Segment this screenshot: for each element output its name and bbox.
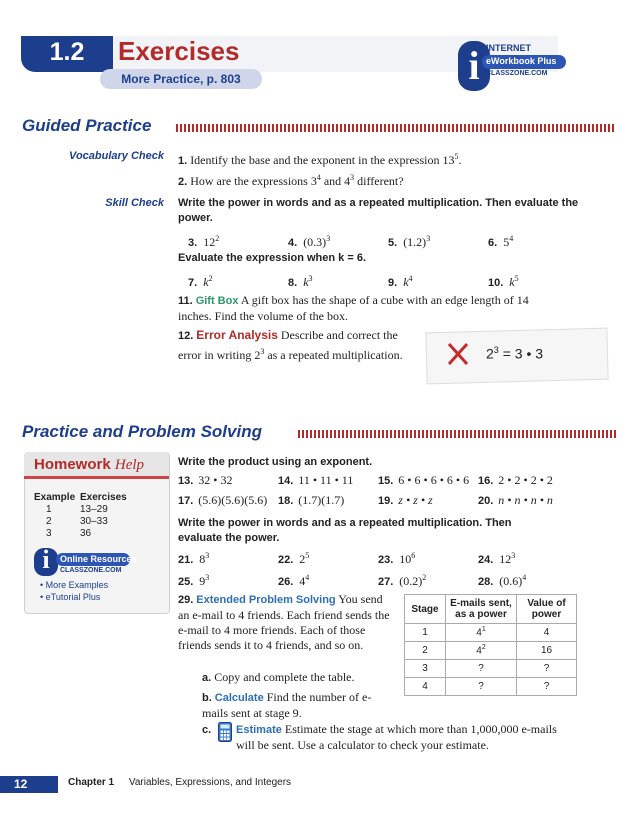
exercise-item <box>378 473 469 489</box>
example-number: 2 <box>46 516 52 527</box>
table-row <box>405 624 577 642</box>
value-cell: 4 <box>517 624 577 642</box>
column-header: Stage <box>405 595 446 624</box>
power-base: ? <box>478 663 484 674</box>
power-base: 12 <box>203 235 216 249</box>
exercise-range: 36 <box>80 528 92 539</box>
power-base: k <box>303 275 309 289</box>
example-number: 3 <box>46 528 52 539</box>
exponent: 6 <box>411 551 416 560</box>
power-base: (0.3) <box>303 235 327 249</box>
exponent: 4 <box>408 274 413 283</box>
online-resources-link[interactable]: Online Resources <box>60 554 137 564</box>
exponent: 3 <box>493 345 499 355</box>
exercise-item <box>188 231 219 251</box>
more-practice-link[interactable]: More Practice, p. 803 <box>121 72 241 86</box>
chapter-title: Variables, Expressions, and Integers <box>128 777 292 788</box>
exercise-item <box>378 493 433 509</box>
homework-help-title-b: Help <box>114 457 145 473</box>
exercise-item <box>488 271 519 291</box>
question-11 <box>178 293 558 324</box>
power-base: 4 <box>476 645 482 657</box>
question-1 <box>178 149 598 169</box>
part-c-label-wrap <box>202 722 214 738</box>
question-2 <box>178 170 598 190</box>
page-title: Exercises <box>118 36 240 66</box>
power-base: 9 <box>199 574 206 588</box>
question-number: 6. <box>488 237 498 249</box>
exponent: 2 <box>422 573 427 582</box>
power-base: 4 <box>476 627 482 639</box>
question-number: 21. <box>178 554 194 566</box>
email-stage-table <box>404 594 577 696</box>
power-base: 5 <box>503 235 510 249</box>
question-text: . <box>458 153 462 167</box>
exercise-row-13-16 <box>178 473 608 489</box>
page-number: 12 <box>14 777 28 791</box>
question-text: Describe and correct the error in writing 2 <box>178 328 398 362</box>
exercise-item <box>278 570 309 590</box>
exponent: 3 <box>326 234 331 243</box>
exercise-row-3-6 <box>188 231 608 247</box>
chapter-label: Chapter 1 <box>68 777 115 788</box>
guided-practice-heading: Guided Practice <box>22 116 152 135</box>
exponent: 4 <box>522 573 527 582</box>
question-number: 24. <box>478 554 494 566</box>
question-number: 12. <box>178 330 194 342</box>
value-cell: ? <box>517 678 577 696</box>
exercise-item <box>178 548 209 568</box>
question-number: 18. <box>278 495 294 507</box>
practice-heading: Practice and Problem Solving <box>22 422 262 441</box>
calculator-icon <box>218 722 232 742</box>
power-base: 2 <box>299 552 306 566</box>
homework-help-row <box>34 528 154 540</box>
stage-cell: 3 <box>405 660 446 678</box>
exercise-item <box>278 493 344 509</box>
part-text: Copy and complete the table. <box>214 670 355 684</box>
exponent: 5 <box>305 551 310 560</box>
question-number: 11. <box>178 295 193 307</box>
exercise-row-21-24 <box>178 548 608 564</box>
error-analysis-keyword: Error Analysis <box>196 328 278 342</box>
power-base: k <box>203 275 209 289</box>
power-base: (0.6) <box>499 574 523 588</box>
exercise-item <box>478 570 526 590</box>
question-text: and 4 <box>320 174 351 188</box>
exercise-item <box>178 473 233 489</box>
question-number: 28. <box>478 576 494 588</box>
exponent: 2 <box>208 274 213 283</box>
exercise-row-25-28 <box>178 570 608 586</box>
question-number: 25. <box>178 576 194 588</box>
expression: 2 • 2 • 2 • 2 <box>498 473 553 487</box>
exponent: 5 <box>514 274 519 283</box>
exponent: 3 <box>511 551 516 560</box>
exercise-item <box>188 271 213 291</box>
value-cell: ? <box>517 660 577 678</box>
part-label: a. <box>202 672 212 684</box>
exercise-item <box>278 548 309 568</box>
product-instruction: Write the product using an exponent. <box>178 456 373 468</box>
power-base: 8 <box>199 552 206 566</box>
question-text: Identify the base and the exponent in the expression 13 <box>190 153 455 167</box>
info-i-glyph: i <box>42 545 50 574</box>
part-text: Estimate the stage at which more than 1,000,000 e-mails will be sent. Use a calculator to check your estimate. <box>236 722 557 752</box>
vocabulary-check-label: Vocabulary Check <box>69 150 164 162</box>
power-base: ? <box>478 681 484 692</box>
part-label: c. <box>202 724 212 736</box>
x-mark-icon <box>446 341 470 367</box>
chapter-footer <box>68 777 291 788</box>
power-cell <box>446 678 517 696</box>
section-number: 1.2 <box>49 38 85 66</box>
exercise-range: 30–33 <box>80 516 108 527</box>
exercise-item <box>278 473 353 489</box>
question-number: 4. <box>288 237 298 249</box>
question-text: How are the expressions 3 <box>190 174 317 188</box>
exercise-item <box>488 231 513 251</box>
exponent: 5 <box>454 152 459 161</box>
exponent: 4 <box>509 234 514 243</box>
question-number: 1. <box>178 155 188 167</box>
exercise-item <box>288 271 313 291</box>
info-i-glyph: i <box>468 43 480 88</box>
question-number: 20. <box>478 495 494 507</box>
exercise-item <box>478 548 515 568</box>
exercise-item <box>388 271 413 291</box>
evaluate-instruction: Evaluate the expression when k = 6. <box>178 252 366 264</box>
column-header: E-mails sent, as a power <box>446 595 517 624</box>
table-row <box>405 678 577 696</box>
power-base: 10 <box>399 552 412 566</box>
table-row <box>405 660 577 678</box>
power-base: k <box>403 275 409 289</box>
question-number: 15. <box>378 475 394 487</box>
question-number: 5. <box>388 237 398 249</box>
question-number: 17. <box>178 495 194 507</box>
skill-instruction: Write the power in words and as a repeated multiplication. Then evaluate the power. <box>178 197 579 224</box>
exercise-item <box>178 493 267 509</box>
question-number: 16. <box>478 475 494 487</box>
question-number: 26. <box>278 576 294 588</box>
calculate-keyword: Calculate <box>214 692 264 704</box>
stage-cell: 2 <box>405 642 446 660</box>
expression: 6 • 6 • 6 • 6 • 6 <box>398 473 470 487</box>
question-number: 8. <box>288 277 298 289</box>
extended-problem-keyword: Extended Problem Solving <box>196 594 336 606</box>
question-29 <box>178 592 394 653</box>
words-instruction: Write the power in words and as a repeated multiplication. Then evaluate the power. <box>178 517 512 544</box>
exponent: 4 <box>305 573 310 582</box>
exercise-item <box>378 548 415 568</box>
heading-stripes <box>298 430 616 438</box>
question-number: 22. <box>278 554 294 566</box>
table-header-row <box>405 595 577 624</box>
question-number: 23. <box>378 554 394 566</box>
question-number: 27. <box>378 576 394 588</box>
exercise-row-17-20 <box>178 493 608 509</box>
power-base: k <box>509 275 515 289</box>
exponent: 3 <box>308 274 313 283</box>
power-cell <box>446 642 517 660</box>
expression: (1.7)(1.7) <box>298 493 345 507</box>
value-cell: 16 <box>517 642 577 660</box>
question-number: 2. <box>178 176 188 188</box>
part-c <box>236 722 576 753</box>
example-column-header: Example <box>34 492 76 503</box>
power-cell <box>446 624 517 642</box>
power-base: (0.2) <box>399 574 423 588</box>
equation-rhs: = 3 • 3 <box>498 345 544 362</box>
exercise-item <box>478 493 553 509</box>
exponent: 4 <box>316 173 321 182</box>
exponent: 3 <box>205 573 210 582</box>
exponent: 2 <box>215 234 220 243</box>
exercise-item <box>388 231 430 251</box>
gift-box-keyword: Gift Box <box>195 295 239 307</box>
table-row <box>405 642 577 660</box>
question-number: 29. <box>178 594 194 606</box>
question-number: 19. <box>378 495 394 507</box>
question-number: 3. <box>188 237 198 249</box>
exponent: 3 <box>205 551 210 560</box>
question-number: 9. <box>388 277 398 289</box>
homework-help-row <box>34 504 154 516</box>
power-base: 4 <box>299 574 306 588</box>
exercise-item <box>378 570 426 590</box>
exercise-range: 13–29 <box>80 504 108 515</box>
exponent: 3 <box>426 234 431 243</box>
exercise-item <box>178 570 209 590</box>
equation-base: 2 <box>486 345 494 362</box>
expression: (5.6)(5.6)(5.6) <box>198 493 268 507</box>
question-text: as a repeated multiplication. <box>264 348 403 362</box>
error-equation <box>486 345 543 362</box>
online-item[interactable]: • eTutorial Plus <box>40 592 101 602</box>
homework-help-title <box>34 456 144 474</box>
exponent: 3 <box>260 347 265 356</box>
expression: z • z • z <box>398 493 433 507</box>
eworkbook-link[interactable]: eWorkbook Plus <box>486 56 557 66</box>
classzone-link[interactable]: CLASSZONE.COM <box>486 70 548 77</box>
exponent: 3 <box>350 173 355 182</box>
online-item[interactable]: • More Examples <box>40 580 109 590</box>
question-text: different? <box>354 174 404 188</box>
power-base: 12 <box>499 552 512 566</box>
question-text: You send an e-mail to 4 friends. Each friend sends the e-mail to 4 more friends. Each of those friends sends it to 4 friends, and so on. <box>178 592 390 652</box>
exercise-row-7-10 <box>188 271 608 287</box>
column-header: Value of power <box>517 595 577 624</box>
heading-stripes <box>176 124 616 132</box>
part-text: Find the number of e-mails sent at stage 9. <box>202 690 372 720</box>
question-text: A gift box has the shape of a cube with an edge length of 14 inches. Find the volume of the box. <box>178 293 529 323</box>
estimate-keyword: Estimate <box>236 724 282 736</box>
expression: n • n • n • n <box>498 493 553 507</box>
example-number: 1 <box>46 504 52 515</box>
stage-cell: 1 <box>405 624 446 642</box>
question-number: 7. <box>188 277 198 289</box>
part-b <box>202 690 392 721</box>
expression: 32 • 32 <box>198 473 233 487</box>
homework-help-title-a: Homework <box>34 456 115 473</box>
skill-check-label: Skill Check <box>105 197 164 209</box>
part-label: b. <box>202 692 212 704</box>
expression: 11 • 11 • 11 <box>298 473 354 487</box>
homework-help-row <box>34 516 154 528</box>
question-number: 14. <box>278 475 294 487</box>
internet-label: INTERNET <box>486 43 531 53</box>
exponent: 2 <box>481 644 486 652</box>
part-a <box>202 670 402 686</box>
exercise-item <box>478 473 553 489</box>
question-number: 13. <box>178 475 194 487</box>
exercise-item <box>288 231 330 251</box>
classzone-link[interactable]: CLASSZONE.COM <box>60 567 122 574</box>
page-number-box <box>0 776 58 793</box>
power-cell <box>446 660 517 678</box>
exercises-column-header: Exercises <box>80 492 127 503</box>
question-12 <box>178 328 410 363</box>
question-number: 10. <box>488 277 504 289</box>
power-base: (1.2) <box>403 235 427 249</box>
homework-help-rows <box>34 504 154 540</box>
exponent: 1 <box>481 626 486 634</box>
stage-cell: 4 <box>405 678 446 696</box>
